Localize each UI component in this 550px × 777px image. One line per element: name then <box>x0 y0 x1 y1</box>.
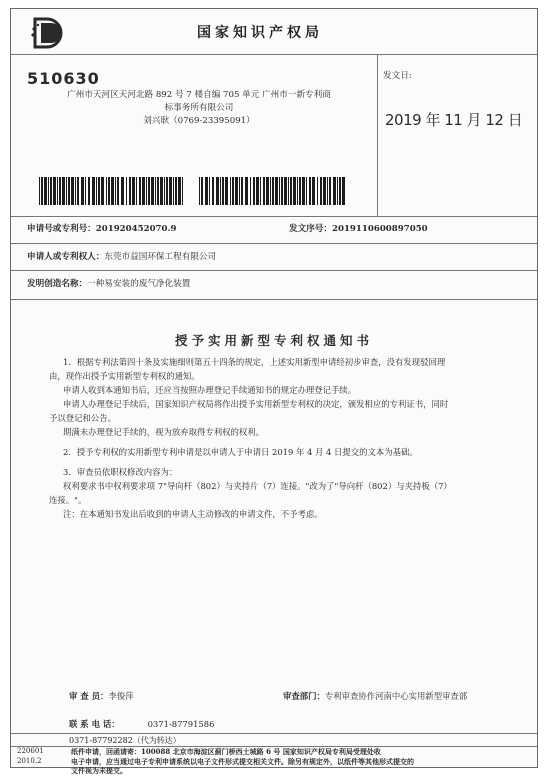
department-name: 专利审查协作河南中心实用新型审查部 <box>324 691 468 701</box>
notice-title: 授予实用新型专利权通知书 <box>174 333 373 348</box>
mailing-note-line: 电子申请，应当通过电子专利申请系统以电子文件形式提交相关文件。除另有规定外，以纸件等其他形式提交的 <box>71 756 414 766</box>
invention-field <box>27 277 190 289</box>
application-number-label: 申请号或专利号： <box>27 224 96 234</box>
form-code-number: 220601 <box>17 747 44 755</box>
invention-name: 一种易安装的废气净化装置 <box>87 279 191 289</box>
application-number-field <box>27 222 177 234</box>
address-line: 标事务所有限公司 <box>164 103 234 113</box>
section1-line: 期满未办理登记手续的，视为放弃取得专利权的权利。 <box>63 427 264 437</box>
form-code <box>17 747 44 766</box>
mailing-note-line: 纸件申请，回函请寄：100088 北京市海淀区蓟门桥西土城路 6 号 国家知识产权局专利局受理处收 <box>71 747 381 756</box>
mailing-notes <box>71 747 414 776</box>
barcode-left-icon <box>39 177 185 205</box>
examiner-label: 审 查 员： <box>69 691 109 701</box>
applicant-name: 东莞市益国环保工程有限公司 <box>104 252 217 262</box>
examiner-name: 李俊萍 <box>108 691 134 701</box>
send-date-label: 发文日: <box>383 71 412 81</box>
notice-body <box>49 355 509 521</box>
notice-document <box>10 8 538 775</box>
serial-number: 2019110600897050 <box>331 224 428 234</box>
section3-line: 注：在本通知书发出后收到的申请人主动修改的申请文件，不予考虑。 <box>63 509 323 519</box>
invention-label: 发明创造名称： <box>27 279 88 289</box>
department-label: 审查部门： <box>283 691 325 701</box>
section3-line: 连接。"。 <box>49 495 87 505</box>
address-line: 广州市天河区天河北路 892 号 7 楼自编 705 单元 广州市一新专利商 <box>67 90 331 100</box>
section1-line: 予以登记和公告。 <box>49 413 116 423</box>
examiner-field <box>69 690 133 702</box>
section2-line: 2．授予专利权的实用新型专利申请是以申请人于申请日 2019 年 4 月 4 日提交的文本为基础。 <box>63 447 418 457</box>
section1-line: 申请人收到本通知书后，还应当按照办理登记手续通知书的规定办理登记手续。 <box>63 385 357 395</box>
section1-line: 申请人办理登记手续后，国家知识产权局将作出授予实用新型专利权的决定，颁发相应的专利证书，同时 <box>63 399 449 409</box>
serial-number-label: 发文序号： <box>289 224 332 234</box>
phone-number: 0371-87791586 <box>147 719 215 729</box>
serial-number-field <box>289 222 428 234</box>
application-number: 201920452070.9 <box>95 224 177 234</box>
fax-number: 0371-87792282（代为转达） <box>69 736 181 745</box>
section1-line: 由，现作出授予实用新型专利权的通知。 <box>49 371 200 381</box>
postcode: 510630 <box>27 69 100 88</box>
barcode-right-icon <box>199 177 346 205</box>
section3-line: 3．审查员依职权修改内容为： <box>63 467 178 477</box>
cnipa-logo-icon <box>29 13 69 53</box>
address-line: 刘兴耿（0769-23395091） <box>143 116 255 126</box>
office-name: 国家知识产权局 <box>197 25 323 41</box>
form-code-version: 2010.2 <box>17 756 42 765</box>
applicant-label: 申请人或专利权人： <box>27 252 105 262</box>
send-date: 2019 年 11 月 12 日 <box>385 111 523 129</box>
phone-field <box>69 718 214 730</box>
phone-label: 联 系 电 话： <box>69 719 120 729</box>
section1-line: 1．根据专利法第四十条及实施细则第五十四条的规定，上述实用新型申请经初步审查，没有发现驳回理 <box>63 357 446 367</box>
section3-line: 权利要求书中权利要求项 7"导向杆（802）与夹持片（7）连接。"改为了"导向杆（802）与夹持板（7） <box>63 481 452 491</box>
recipient-address <box>39 89 359 128</box>
applicant-field <box>27 250 216 262</box>
mailing-note-line: 文件视为未提交。 <box>71 766 127 775</box>
department-field <box>283 690 467 702</box>
